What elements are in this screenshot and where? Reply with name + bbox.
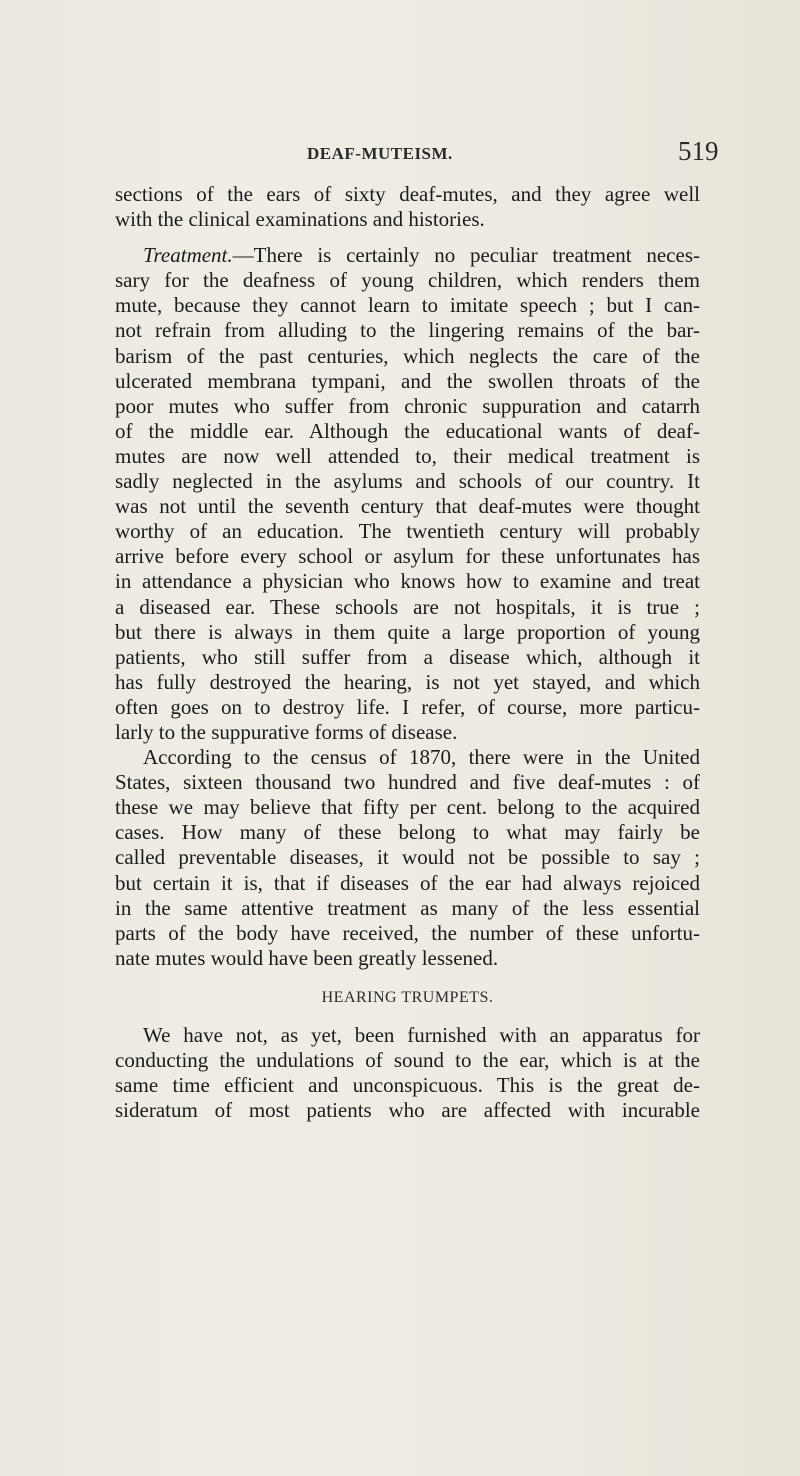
text-line: of the middle ear. Although the educational wants of deaf- — [115, 418, 700, 443]
text-line: mute, because they cannot learn to imitate speech ; but I can- — [115, 293, 700, 318]
text-line: patients, who still suffer from a disease which, although it — [115, 644, 700, 669]
text-line: same time efficient and unconspicuous. This is the great de- — [115, 1073, 700, 1098]
text-line: a diseased ear. These schools are not hospitals, it is true ; — [115, 594, 700, 619]
text-line: cases. How many of these belong to what may fairly be — [115, 820, 700, 845]
text-line: According to the census of 1870, there were in the United — [143, 745, 700, 770]
text-line: in the same attentive treatment as many of the less essential — [115, 895, 700, 920]
text-line: but certain it is, that if diseases of the ear had always rejoiced — [115, 870, 700, 895]
text-line: has fully destroyed the hearing, is not yet stayed, and which — [115, 669, 700, 694]
running-head — [0, 128, 800, 168]
text-line: called preventable diseases, it would not be possible to say ; — [115, 845, 700, 870]
text-line: barism of the past centuries, which neglects the care of the — [115, 343, 700, 368]
text-line: with the clinical examinations and histories. — [115, 207, 485, 232]
treatment-first-line: —There is certainly no peculiar treatment neces- — [232, 243, 700, 268]
text-line: in attendance a physician who knows how to examine and treat — [115, 569, 700, 594]
text-line: arrive before every school or asylum for these unfortunates has — [115, 544, 700, 569]
text-line: these we may believe that fifty per cent. belong to the acquired — [115, 795, 700, 820]
text-line: often goes on to destroy life. I refer, of course, more particu- — [115, 694, 700, 719]
section-heading: HEARING TRUMPETS. — [321, 988, 494, 1006]
treatment-label: Treatment. — [143, 243, 233, 268]
paragraph-census — [115, 745, 700, 971]
text-line: We have not, as yet, been furnished with an apparatus for — [143, 1022, 700, 1047]
text-line: was not until the seventh century that deaf-mutes were thought — [115, 494, 700, 519]
text-line: parts of the body have received, the number of these unfortu- — [115, 920, 700, 945]
text-line: nate mutes would have been greatly lessened. — [115, 945, 499, 970]
text-line: not refrain from alluding to the lingering remains of the bar- — [115, 318, 700, 343]
text-line: but there is always in them quite a large proportion of young — [115, 619, 700, 644]
text-line: larly to the suppurative forms of disease. — [115, 719, 458, 744]
paragraph-trumpets — [115, 1023, 700, 1123]
text-line: sideratum of most patients who are affected with incurable — [115, 1098, 700, 1123]
running-head-title: DEAF-MUTEISM. — [307, 144, 453, 163]
text-line: ulcerated membrana tympani, and the swollen throats of the — [115, 368, 700, 393]
text-line — [115, 243, 700, 268]
page-number: 519 — [678, 136, 719, 166]
text-line: conducting the undulations of sound to the ear, which is at the — [115, 1048, 700, 1072]
paragraph-intro — [115, 182, 700, 232]
body-text — [115, 182, 700, 1123]
text-line: poor mutes who suffer from chronic suppuration and catarrh — [115, 393, 700, 418]
text-line: sadly neglected in the asylums and schools of our country. It — [115, 469, 700, 494]
text-line: sary for the deafness of young children, which renders them — [115, 268, 700, 293]
paragraph-treatment — [115, 243, 700, 745]
text-line: States, sixteen thousand two hundred and five deaf-mutes : of — [115, 770, 700, 795]
text-line: worthy of an education. The twentieth century will probably — [115, 519, 700, 544]
text-line: mutes are now well attended to, their medical treatment is — [115, 443, 700, 468]
text-line: sections of the ears of sixty deaf-mutes, and they agree well — [115, 182, 700, 206]
